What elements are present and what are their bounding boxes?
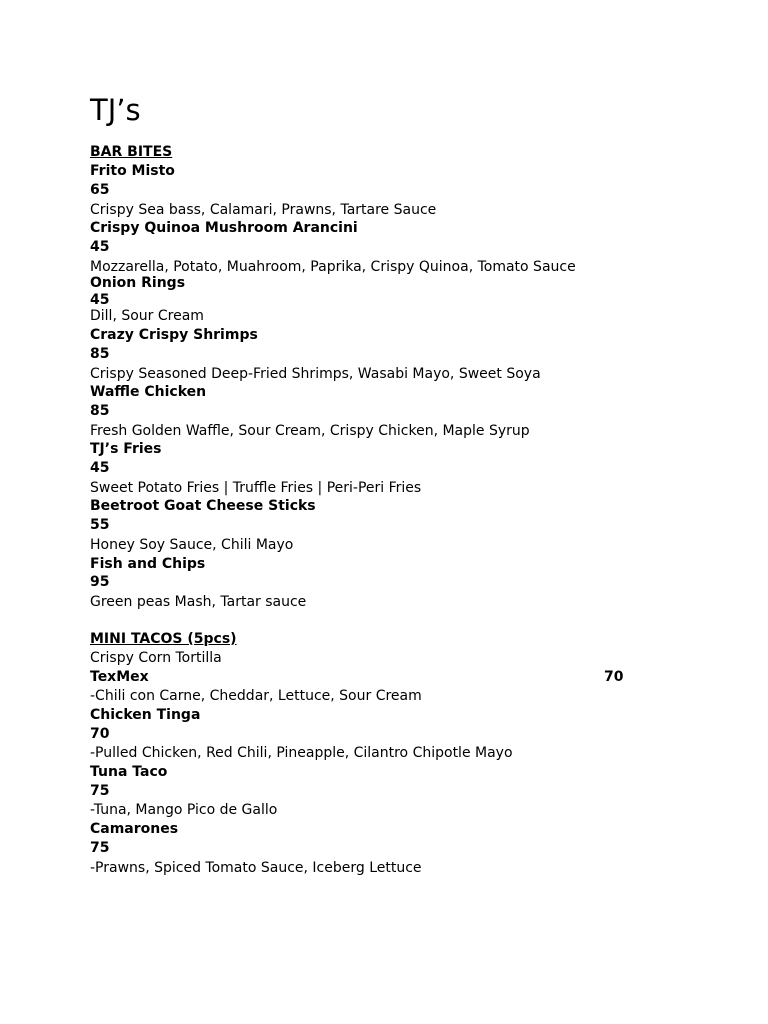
menu-item-description: -Pulled Chicken, Red Chili, Pineapple, Cilantro Chipotle Mayo bbox=[90, 745, 513, 761]
menu-item-description: Crispy Sea bass, Calamari, Prawns, Tartare Sauce bbox=[90, 202, 437, 218]
menu-item-description: Fresh Golden Waffle, Sour Cream, Crispy Chicken, Maple Syrup bbox=[90, 423, 530, 439]
menu-item-description: -Chili con Carne, Cheddar, Lettuce, Sour Cream bbox=[90, 688, 422, 704]
menu-item-name: Fish and Chips bbox=[90, 556, 206, 572]
menu-item-name: Frito Misto bbox=[90, 163, 175, 179]
menu-item-description: Mozzarella, Potato, Muahroom, Paprika, Crispy Quinoa, Tomato Sauce bbox=[90, 259, 576, 275]
menu-item-price: 45 bbox=[90, 239, 110, 255]
menu-item-description: Green peas Mash, Tartar sauce bbox=[90, 594, 307, 610]
menu-item-price: 70 bbox=[90, 726, 110, 742]
menu-item-description: -Prawns, Spiced Tomato Sauce, Iceberg Lettuce bbox=[90, 860, 422, 876]
menu-item-name: Waffle Chicken bbox=[90, 384, 207, 400]
menu-item-description: Dill, Sour Cream bbox=[90, 308, 204, 324]
menu-item-price: 70 bbox=[604, 669, 624, 685]
section-heading-bar-bites: BAR BITES bbox=[90, 144, 173, 160]
menu-item-name: TJ’s Fries bbox=[90, 441, 162, 457]
menu-item-name: Crazy Crispy Shrimps bbox=[90, 327, 258, 343]
menu-item-description: Sweet Potato Fries | Truffle Fries | Peri-Peri Fries bbox=[90, 480, 422, 496]
menu-item-price: 65 bbox=[90, 182, 110, 198]
menu-item-name: Chicken Tinga bbox=[90, 707, 201, 723]
page-title: TJ’s bbox=[90, 93, 141, 127]
menu-item-price: 55 bbox=[90, 517, 110, 533]
menu-item-name: Beetroot Goat Cheese Sticks bbox=[90, 498, 316, 514]
menu-item-price: 85 bbox=[90, 346, 110, 362]
menu-item-price: 75 bbox=[90, 783, 110, 799]
menu-item-price: 45 bbox=[90, 460, 110, 476]
menu-item-description: Crispy Seasoned Deep-Fried Shrimps, Wasabi Mayo, Sweet Soya bbox=[90, 366, 541, 382]
menu-item-price: 45 bbox=[90, 292, 110, 308]
menu-item-description: -Tuna, Mango Pico de Gallo bbox=[90, 802, 278, 818]
menu-item-name: Crispy Quinoa Mushroom Arancini bbox=[90, 220, 358, 236]
section-subtitle: Crispy Corn Tortilla bbox=[90, 650, 222, 666]
menu-item-price: 75 bbox=[90, 840, 110, 856]
section-heading-mini-tacos: MINI TACOS (5pcs) bbox=[90, 631, 237, 647]
menu-item-price: 85 bbox=[90, 403, 110, 419]
menu-item-name: Onion Rings bbox=[90, 275, 186, 291]
menu-item-name: TexMex bbox=[90, 669, 149, 685]
menu-item-name: Camarones bbox=[90, 821, 179, 837]
menu-item-price: 95 bbox=[90, 574, 110, 590]
menu-item-description: Honey Soy Sauce, Chili Mayo bbox=[90, 537, 294, 553]
menu-item-name: Tuna Taco bbox=[90, 764, 168, 780]
